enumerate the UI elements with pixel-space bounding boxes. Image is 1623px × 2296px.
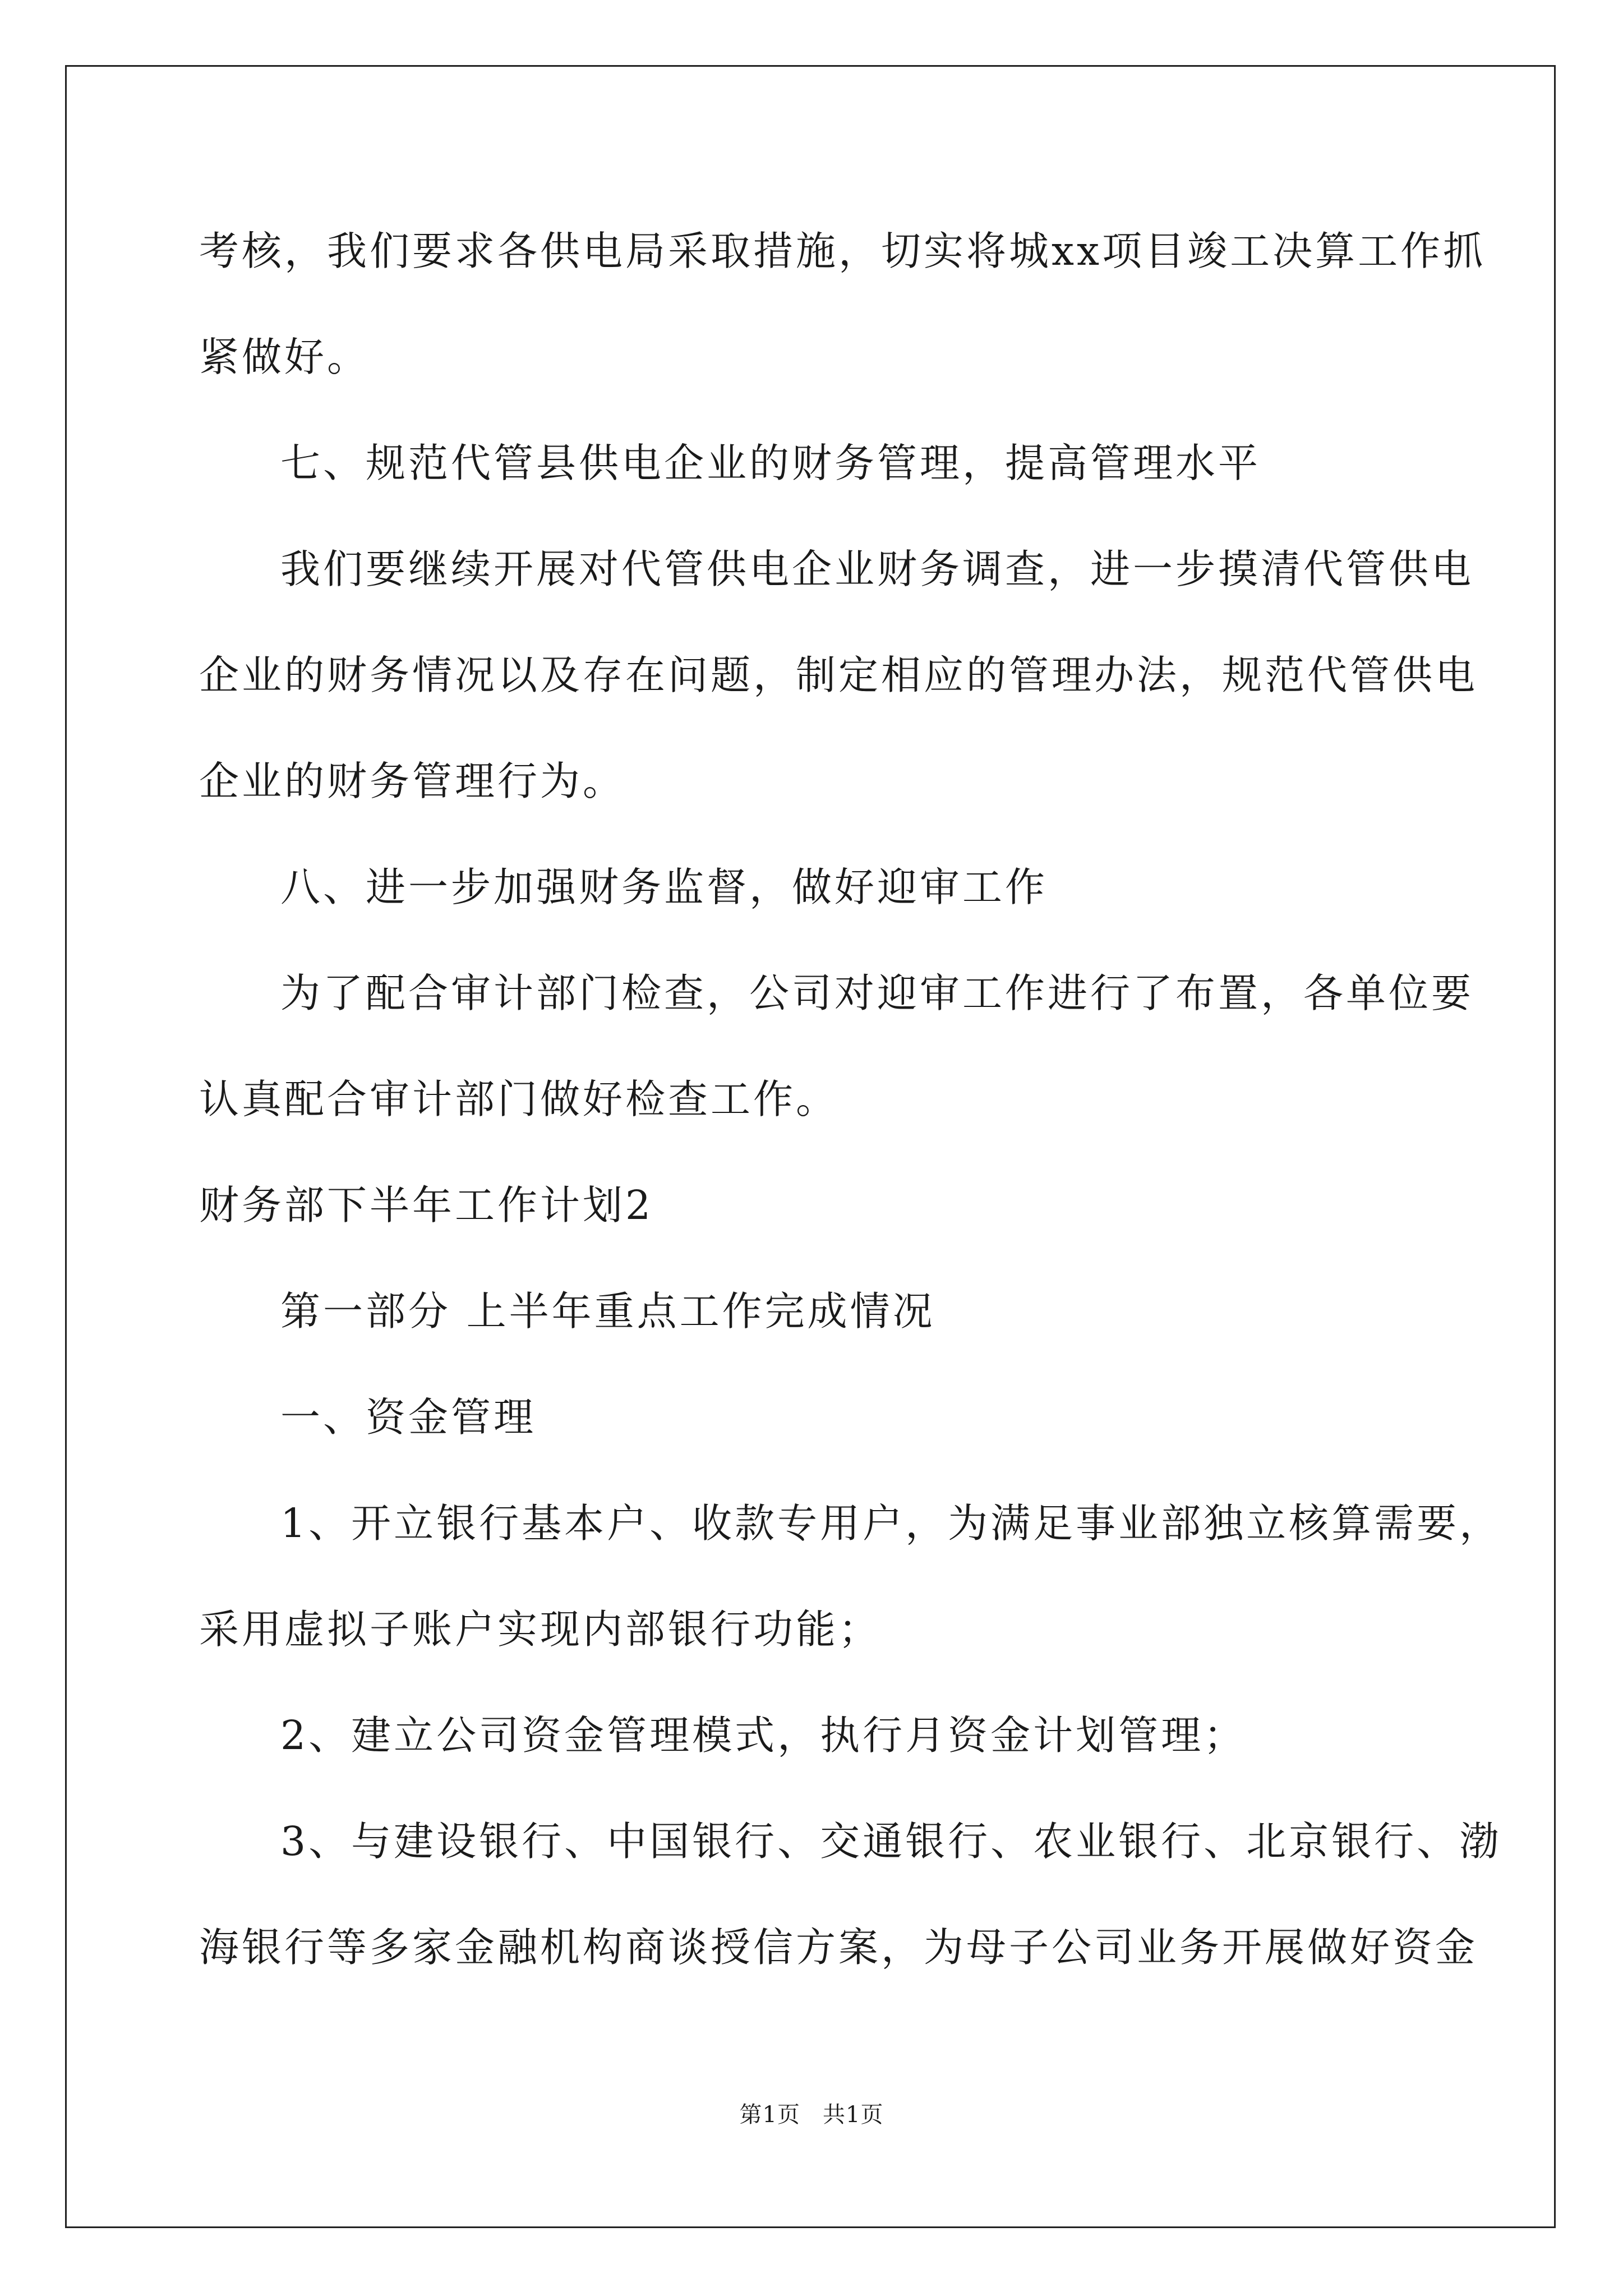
- section-heading: 八、进一步加强财务监督，做好迎审工作: [280, 864, 1048, 910]
- part-heading: 第一部分 上半年重点工作完成情况: [280, 1288, 935, 1335]
- list-item: 2、建立公司资金管理模式，执行月资金计划管理；: [280, 1712, 1247, 1759]
- body-line: 企业的财务管理行为。: [199, 758, 626, 804]
- section-heading: 一、资金管理: [280, 1394, 537, 1441]
- page-border: [65, 65, 1556, 2228]
- list-item: 1、开立银行基本户、收款专用户，为满足事业部独立核算需要，: [280, 1500, 1502, 1547]
- body-line: 为了配合审计部门检查，公司对迎审工作进行了布置，各单位要: [280, 970, 1474, 1016]
- page-total: 共1页: [823, 2102, 884, 2128]
- body-line: 我们要继续开展对代管供电企业财务调查，进一步摸清代管供电: [280, 546, 1474, 592]
- page-number: 第1页: [739, 2102, 800, 2128]
- document-title: 财务部下半年工作计划2: [199, 1182, 654, 1228]
- body-line: 考核，我们要求各供电局采取措施，切实将城xx项目竣工决算工作抓: [199, 228, 1486, 274]
- body-line: 海银行等多家金融机构商谈授信方案，为母子公司业务开展做好资金: [199, 1924, 1478, 1971]
- body-line: 企业的财务情况以及存在问题，制定相应的管理办法，规范代管供电: [199, 652, 1478, 698]
- list-item: 3、与建设银行、中国银行、交通银行、农业银行、北京银行、渤: [280, 1818, 1502, 1865]
- body-line: 认真配合审计部门做好检查工作。: [199, 1076, 839, 1122]
- body-line: 采用虚拟子账户实现内部银行功能；: [199, 1606, 882, 1653]
- page-footer: [0, 2098, 1623, 2132]
- body-line: 紧做好。: [199, 334, 370, 380]
- section-heading: 七、规范代管县供电企业的财务管理，提高管理水平: [280, 440, 1261, 486]
